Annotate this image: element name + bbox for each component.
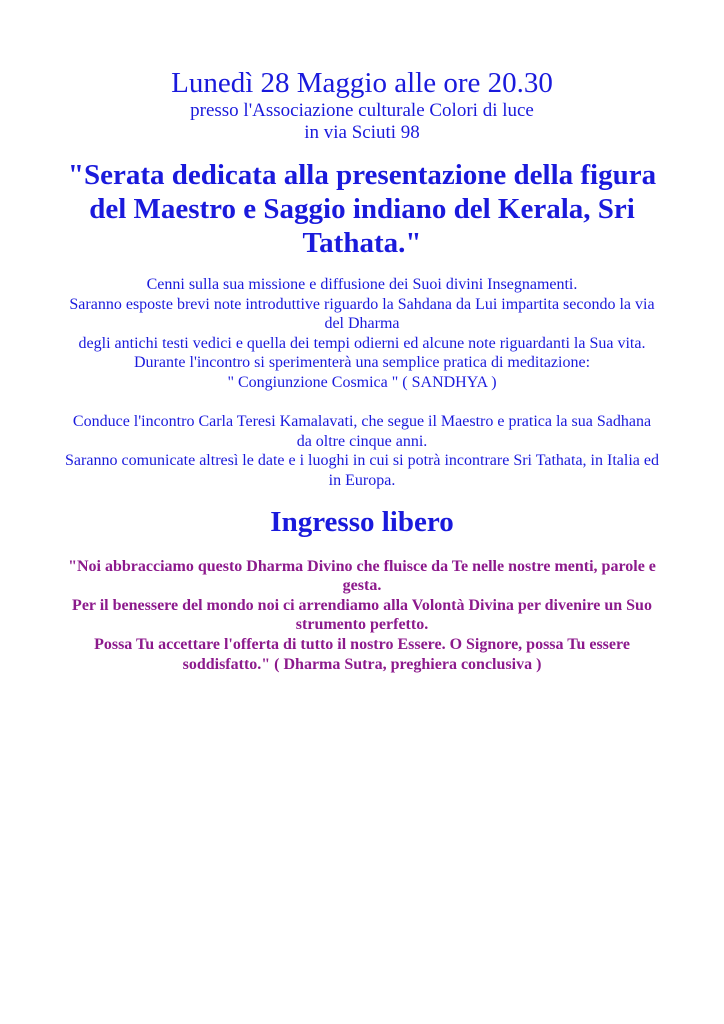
event-date: Lunedì 28 Maggio alle ore 20.30 — [171, 67, 553, 99]
flyer-page — [64, 66, 660, 674]
venue-line-1: presso l'Associazione culturale Colori di luce — [190, 100, 534, 121]
description-line: degli antichi testi vedici e quella dei tempi odierni ed alcune note riguardanti la Sua vita. — [78, 334, 646, 352]
prayer-line: Possa Tu accettare l'offerta di tutto il nostro Essere. O Signore, possa Tu essere soddisfatto." ( Dharma Sutra, preghiera conclusiva ) — [94, 635, 630, 673]
description-line: Saranno comunicate altresì le date e i luoghi in cui si potrà incontrare Sri Tathata, in Italia ed in Europa. — [65, 452, 659, 489]
event-headline: "Serata dedicata alla presentazione della figura del Maestro e Saggio indiano del Kerala, Sri Tathata." — [67, 159, 657, 259]
closing-prayer — [64, 557, 660, 675]
free-entry-heading: Ingresso libero — [270, 505, 454, 538]
prayer-line: "Noi abbracciamo questo Dharma Divino che fluisce da Te nelle nostre menti, parole e gesta. — [68, 557, 656, 595]
paragraph-gap — [64, 393, 660, 413]
description-line: Saranno esposte brevi note introduttive riguardo la Sahdana da Lui impartita secondo la via del Dharma — [69, 295, 655, 333]
description-line: " Congiunzione Cosmica " ( SANDHYA ) — [227, 373, 497, 391]
description-line: Durante l'incontro si sperimenterà una semplice pratica di meditazione: — [133, 354, 591, 372]
venue-line-2: in via Sciuti 98 — [304, 122, 420, 143]
description-line: Cenni sulla sua missione e diffusione dei Suoi divini Insegnamenti. — [146, 276, 578, 293]
event-description — [64, 275, 660, 491]
description-line: Conduce l'incontro Carla Teresi Kamalavati, che segue il Maestro e pratica la sua Sadhana da oltre cinque anni. — [72, 413, 652, 450]
prayer-line: Per il benessere del mondo noi ci arrendiamo alla Volontà Divina per divenire un Suo strumento perfetto. — [72, 596, 652, 634]
